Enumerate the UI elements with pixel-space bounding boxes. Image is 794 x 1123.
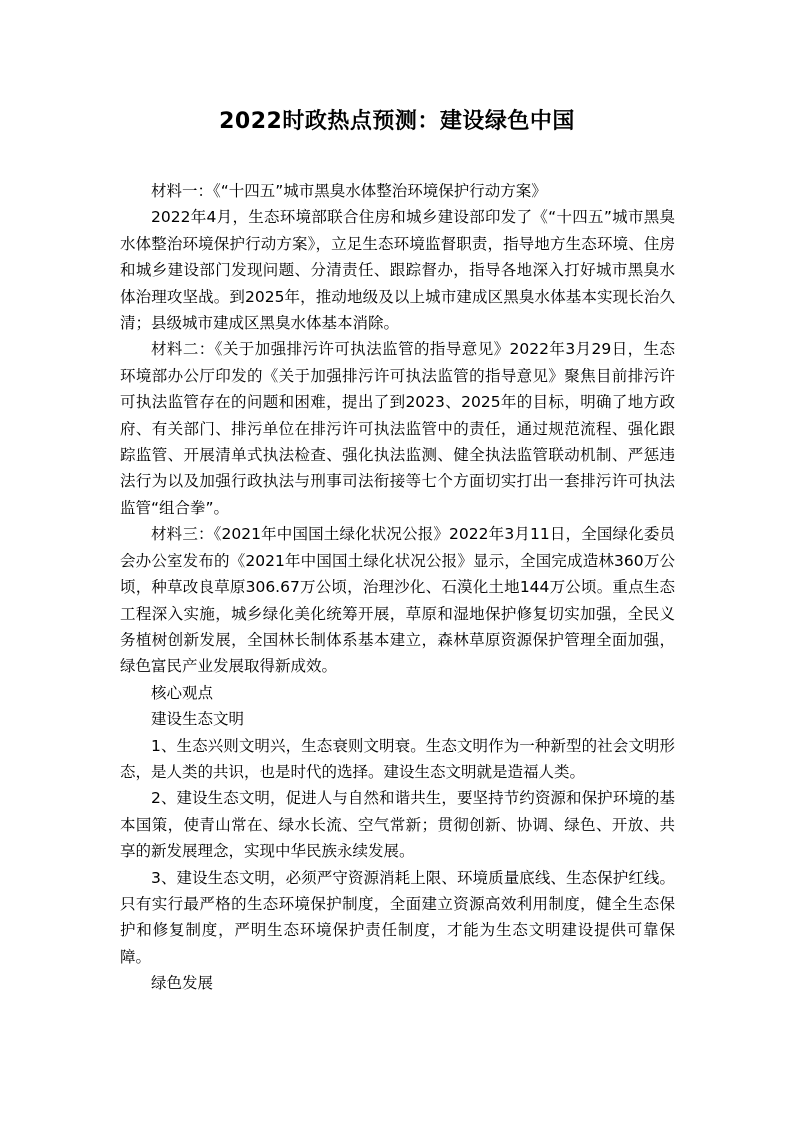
section-heading-ecological-civilization: 建设生态文明 [151,710,245,729]
paragraph-point-2: 2、建设生态文明，促进人与自然和谐共生，要坚持节约资源和保护环境的基本国策，使青山常在、绿水长流、空气常新；贯彻创新、协调、绿色、开放、共享的新发展理念，实现中华民族永续发展。 [120,789,675,861]
paragraph-point-1: 1、生态兴则文明兴，生态衰则文明衰。生态文明作为一种新型的社会文明形态，是人类的共识，也是时代的选择。建设生态文明就是造福人类。 [120,736,675,781]
section-heading-green-development: 绿色发展 [151,974,214,993]
paragraph-material-1-heading: 材料一：《“十四五”城市黑臭水体整治环境保护行动方案》 [151,182,547,200]
paragraph-point-3: 3、建设生态文明，必须严守资源消耗上限、环境质量底线、生态保护红线。只有实行最严格的生态环境保护制度，全面建立资源高效利用制度，健全生态保护和修复制度，严明生态环境保护责任制度，才能为生态文明建设提供可靠保障。 [120,868,675,966]
section-heading-core-views: 核心观点 [151,683,214,702]
paragraph-material-1: 2022年4月，生态环境部联合住房和城乡建设部印发了《“十四五”城市黑臭水体整治环境保护行动方案》，立足生态环境监督职责，指导地方生态环境、住房和城乡建设部门发现问题、分清责任、跟踪督办，指导各地深入打好城市黑臭水体治理攻坚战。到2025年，推动地级及以上城市建成区黑臭水体基本实现长治久清；县级城市建成区黑臭水体基本消除。 [120,208,675,333]
paragraph-material-2: 材料二：《关于加强排污许可执法监管的指导意见》2022年3月29日，生态环境部办公厅印发的《关于加强排污许可执法监管的指导意见》聚焦目前排污许可执法监管存在的问题和困难，提出了到2023、2025年的目标，明确了地方政府、有关部门、排污单位在排污许可执法监管中的责任，通过规范流程、强化跟踪监管、开展清单式执法检查、强化执法监测、健全执法监管联动机制、严惩违法行为以及加强行政执法与刑事司法衔接等七个方面切实打出一套排污许可执法监管“组合拳”。 [120,340,675,517]
paragraph-material-3: 材料三：《2021年中国国土绿化状况公报》2022年3月11日，全国绿化委员会办公室发布的《2021年中国国土绿化状况公报》显示，全国完成造林360万公顷，种草改良草原306.67万公顷，治理沙化、石漠化土地144万公顷。重点生态工程深入实施，城乡绿化美化统筹开展，草原和湿地保护修复切实加强，全民义务植树创新发展，全国林长制体系基本建立，森林草原资源保护管理全面加强，绿色富民产业发展取得新成效。 [120,525,675,676]
document-title: 2022时政热点预测：建设绿色中国 [219,109,575,134]
document-body [120,178,675,997]
